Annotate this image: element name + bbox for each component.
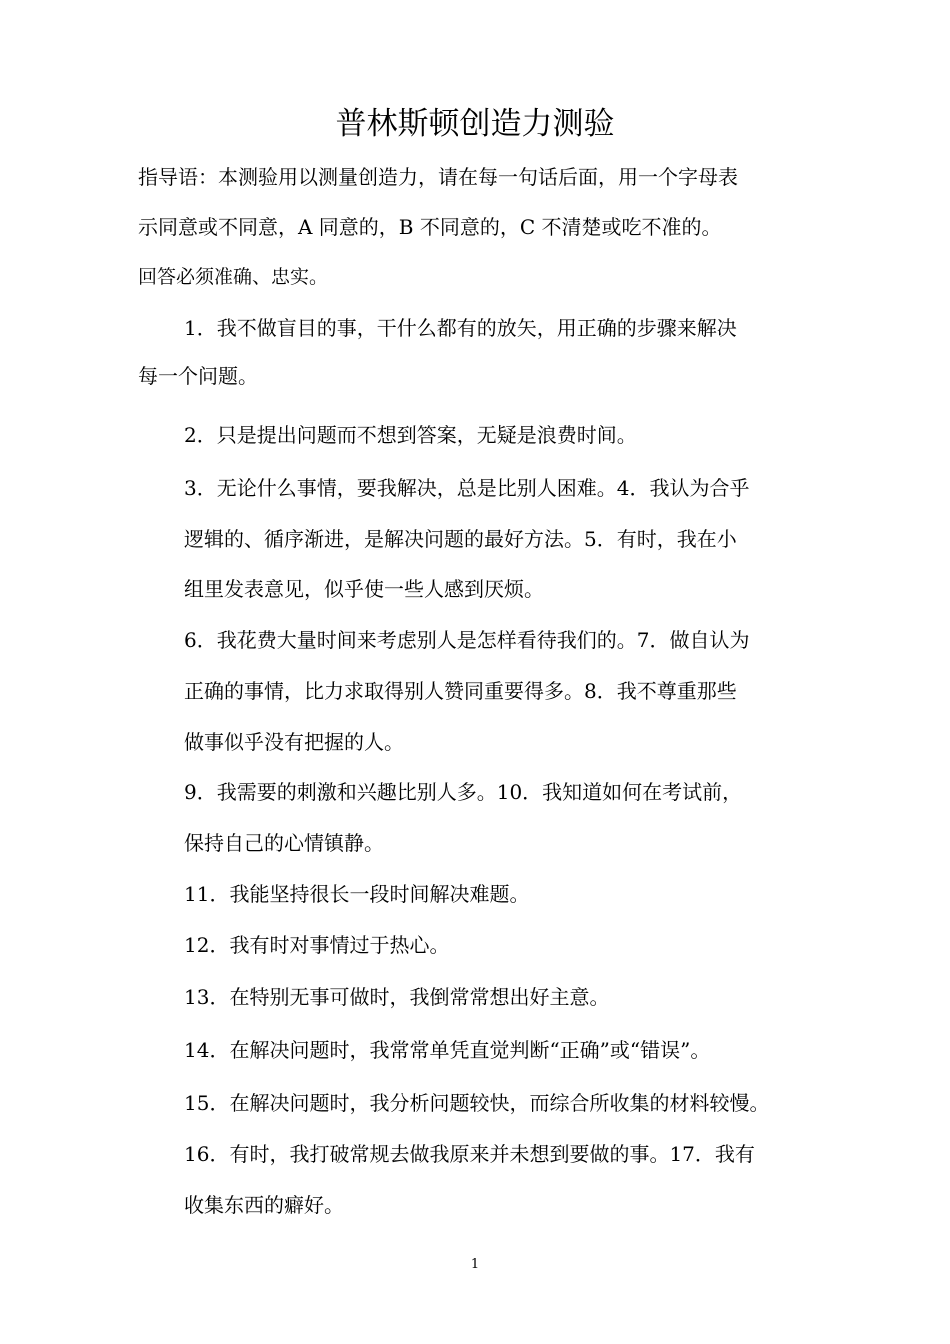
document-title: 普林斯顿创造力测验 bbox=[335, 106, 615, 142]
question-12-line-1: 12．我有时对事情过于热心。 bbox=[184, 933, 450, 957]
instruction-line-2: 示同意或不同意，A 同意的，B 不同意的，C 不清楚或吃不准的。 bbox=[138, 215, 722, 239]
page-number: 1 bbox=[470, 1257, 480, 1272]
question-3-line-2: 逻辑的、循序渐进，是解决问题的最好方法。5．有时，我在小 bbox=[184, 527, 737, 551]
question-2-line-1: 2．只是提出问题而不想到答案，无疑是浪费时间。 bbox=[184, 423, 637, 447]
question-1-line-2: 每一个问题。 bbox=[138, 364, 258, 388]
question-13-line-1: 13．在特别无事可做时，我倒常常想出好主意。 bbox=[184, 985, 610, 1009]
question-6-line-3: 做事似乎没有把握的人。 bbox=[184, 730, 404, 754]
question-6-line-2: 正确的事情，比力求取得别人赞同重要得多。8．我不尊重那些 bbox=[184, 679, 737, 703]
instruction-line-3: 回答必须准确、忠实。 bbox=[138, 266, 329, 288]
question-11-line-1: 11．我能坚持很长一段时间解决难题。 bbox=[184, 882, 530, 906]
question-6-line-1: 6．我花费大量时间来考虑别人是怎样看待我们的。7．做自认为 bbox=[184, 628, 750, 652]
question-9-line-1: 9．我需要的刺激和兴趣比别人多。10．我知道如何在考试前， bbox=[184, 780, 743, 804]
question-14-line-1: 14．在解决问题时，我常常单凭直觉判断“正确”或“错误”。 bbox=[184, 1038, 711, 1062]
question-16-line-1: 16．有时，我打破常规去做我原来并未想到要做的事。17．我有 bbox=[184, 1142, 755, 1166]
question-3-line-3: 组里发表意见，似乎使一些人感到厌烦。 bbox=[184, 577, 544, 601]
question-16-line-2: 收集东西的癖好。 bbox=[184, 1193, 344, 1217]
question-15-line-1: 15．在解决问题时，我分析问题较快，而综合所收集的材料较慢。 bbox=[184, 1091, 770, 1115]
instruction-line-1: 指导语：本测验用以测量创造力，请在每一句话后面，用一个字母表 bbox=[138, 165, 738, 189]
question-3-line-1: 3．无论什么事情，要我解决，总是比别人困难。4．我认为合乎 bbox=[184, 476, 750, 500]
question-1-line-1: 1．我不做盲目的事，干什么都有的放矢，用正确的步骤来解决 bbox=[184, 316, 737, 340]
question-9-line-2: 保持自己的心情镇静。 bbox=[184, 831, 384, 855]
